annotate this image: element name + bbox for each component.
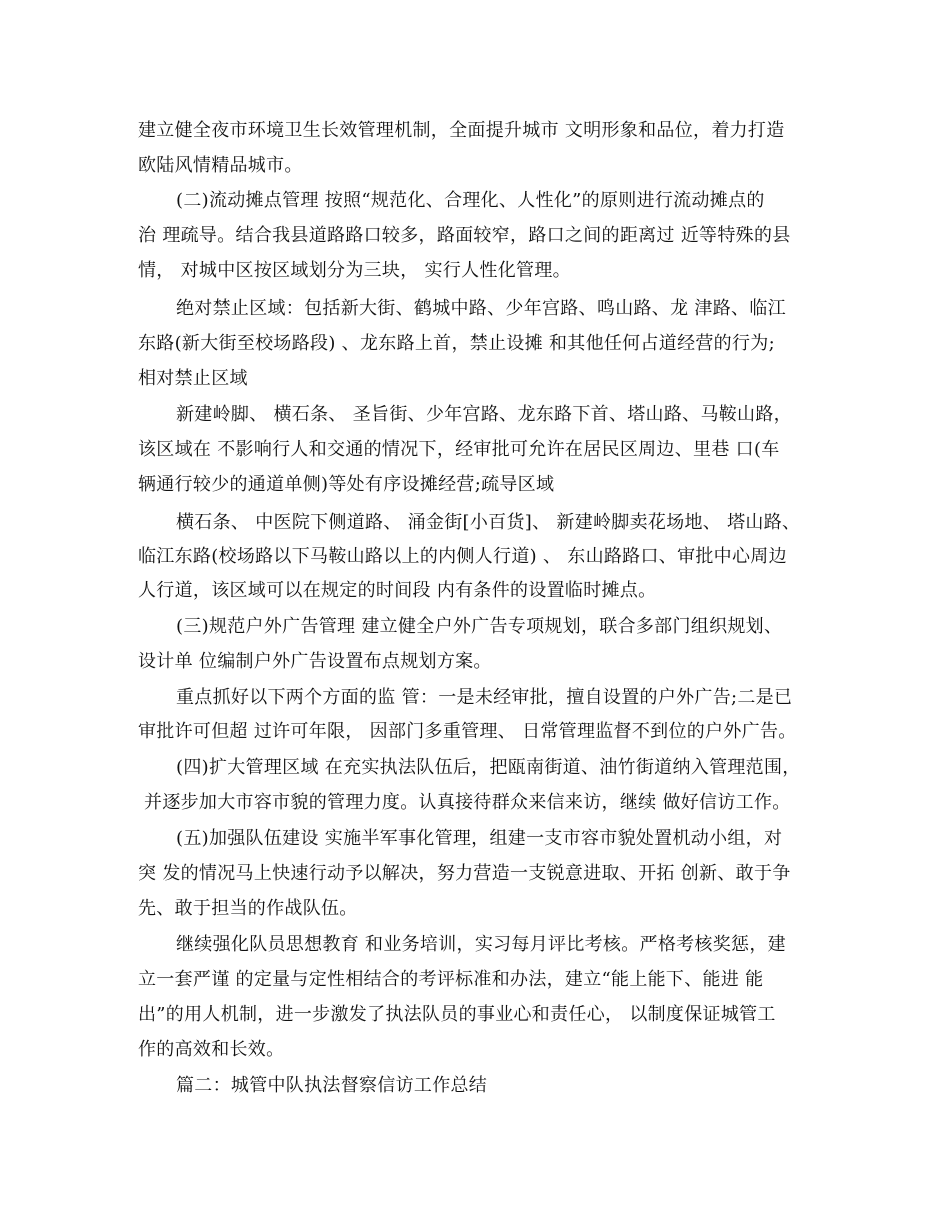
text-line: 作的高效和长效。 — [138, 1039, 285, 1060]
text-line: 审批许可但超 过许可年限， 因部门多重管理、 日常管理监督不到位的户外广告。 — [138, 721, 797, 742]
section-title: 篇二：城管中队执法督察信访工作总结 — [176, 1075, 488, 1096]
text-line: 并逐步加大市容市貌的管理力度。认真接待群众来信来访，继续 做好信访工作。 — [138, 792, 791, 813]
text-line: 情， 对城中区按区域划分为三块， 实行人性化管理。 — [138, 260, 571, 281]
text-line: 继续强化队员思想教育 和业务培训，实习每月评比考核。严格考核奖惩，建 — [176, 934, 786, 955]
section-heading-line: (三)规范户外广告管理 建立健全户外广告专项规划，联合多部门组织规划、 — [176, 616, 783, 637]
text-line: 立一套严谨 的定量与定性相结合的考评标准和办法，建立“能上能下、能进 能 — [138, 969, 764, 990]
text-line: 绝对禁止区域：包括新大街、鹤城中路、少年宫路、鸣山路、龙 津路、临江 — [176, 298, 786, 319]
text-line: 设计单 位编制户外广告设置布点规划方案。 — [138, 651, 492, 672]
text-line: 辆通行较少的通道单侧)等处有序设摊经营;疏导区域 — [138, 474, 555, 495]
text-line: 东路(新大街至校场路段) 、龙东路上首，禁止设摊 和其他任何占道经营的行为; — [138, 333, 775, 354]
text-line: 治 理疏导。结合我县道路路口较多，路面较窄，路口之间的距离过 近等特殊的县 — [138, 225, 791, 246]
text-line: 先、敢于担当的作战队伍。 — [138, 898, 358, 919]
section-heading-line: (四)扩大管理区域 在充实执法队伍后，把瓯南街道、油竹街道纳入管理范围， — [176, 757, 801, 778]
text-line: 新建岭脚、 横石条、 圣旨街、少年宫路、龙东路下首、塔山路、马鞍山路， — [176, 404, 792, 425]
text-line: 该区域在 不影响行人和交通的情况下，经审批可允许在居民区周边、里巷 口(车 — [138, 439, 780, 460]
section-heading-line: (五)加强队伍建设 实施半军事化管理，组建一支市容市貌处置机动小组，对 — [176, 828, 783, 849]
text-line: 人行道，该区域可以在规定的时间段 内有条件的设置临时摊点。 — [138, 580, 657, 601]
text-line: 建立健全夜市环境卫生长效管理机制，全面提升城市 文明形象和品位，着力打造 — [138, 120, 785, 141]
text-line: 相对禁止区域 — [138, 368, 248, 389]
section-heading-line: (二)流动摊点管理 按照“规范化、合理化、人性化”的原则进行流动摊点的 — [176, 190, 765, 211]
text-line: 重点抓好以下两个方面的监 管：一是未经审批，擅自设置的户外广告;二是已 — [176, 687, 793, 708]
text-line: 突 发的情况马上快速行动予以解决，努力营造一支锐意进取、开拓 创新、敢于争 — [138, 863, 791, 884]
text-line: 欧陆风情精品城市。 — [138, 155, 303, 176]
text-line: 临江东路(校场路以下马鞍山路以上的内侧人行道) 、 东山路路口、审批中心周边 — [138, 546, 787, 567]
text-line: 横石条、 中医院下侧道路、 涌金街[小百货]、 新建岭脚卖花场地、 塔山路、 — [176, 512, 801, 533]
text-line: 出”的用人机制，进一步激发了执法队员的事业心和责任心， 以制度保证城管工 — [138, 1004, 776, 1025]
